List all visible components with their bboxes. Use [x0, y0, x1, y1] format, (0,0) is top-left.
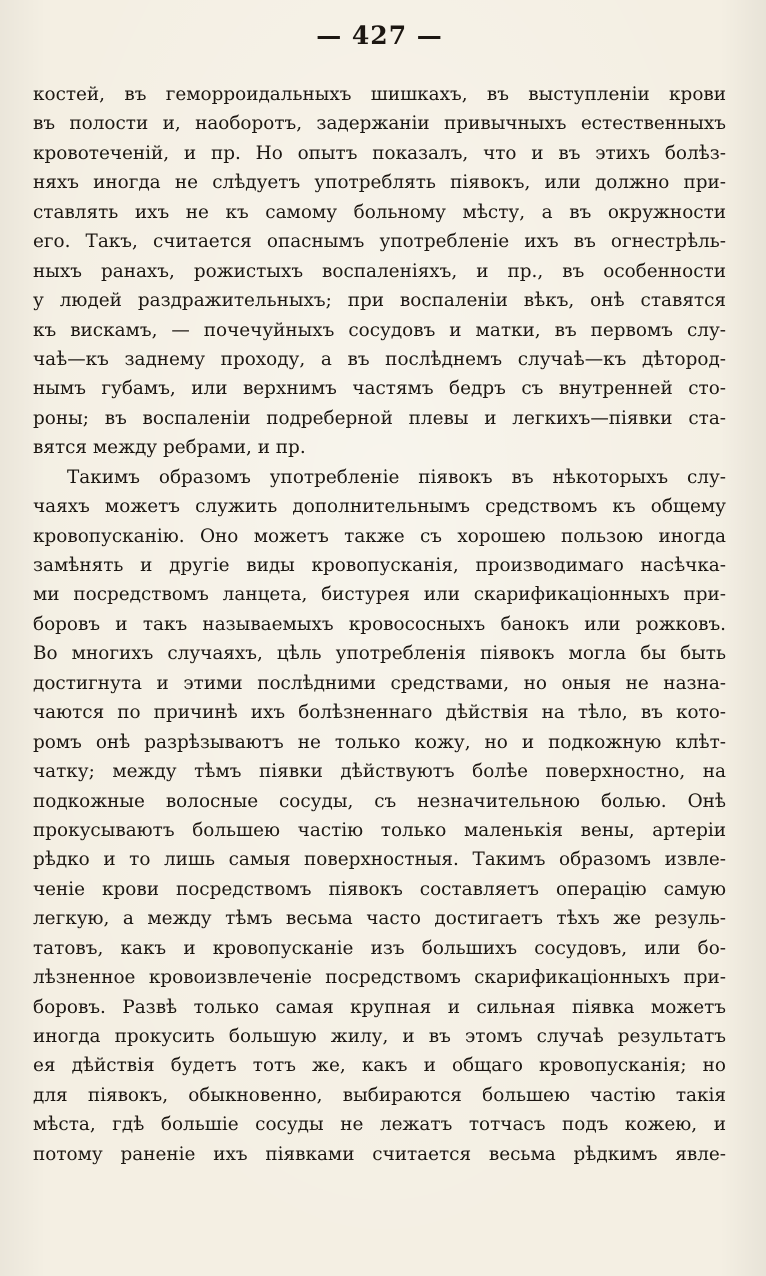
page-number: — 427 —	[316, 21, 443, 50]
text-line: для піявокъ, обыкновенно, выбираются большею частію такія	[33, 1084, 726, 1106]
text-line: его. Такъ, считается опаснымъ употребленіе ихъ въ огнестрѣль-	[33, 231, 726, 253]
text-line: кровотеченій, и пр. Но опытъ показалъ, что и въ этихъ болѣз-	[33, 142, 726, 164]
text-line: подкожные волосные сосуды, съ незначительною болью. Онѣ	[33, 790, 726, 812]
text-line: чаются по причинѣ ихъ болѣзненнаго дѣйствія на тѣло, въ кото-	[33, 702, 726, 724]
text-line: у людей раздражительныхъ; при воспаленіи вѣкъ, онѣ ставятся	[33, 290, 726, 312]
text-line: боровъ и такъ называемыхъ кровососныхъ банокъ или рожковъ.	[33, 613, 726, 635]
text-line: замѣнять и другіе виды кровопусканія, производимаго насѣчка-	[33, 555, 726, 576]
text-line: няхъ иногда не слѣдуетъ употреблять піявокъ, или должно при-	[33, 172, 726, 194]
text-line: боровъ. Развѣ только самая крупная и сильная піявка можетъ	[33, 996, 726, 1018]
text-line: потому раненіе ихъ піявками считается весьма рѣдкимъ явле-	[33, 1143, 726, 1165]
paragraph-start-line: Такимъ образомъ употребленіе піявокъ въ нѣкоторыхъ слу-	[67, 466, 726, 488]
text-line: иногда прокусить большую жилу, и въ этомъ случаѣ результатъ	[33, 1026, 726, 1047]
text-line: легкую, а между тѣмъ весьма часто достигаетъ тѣхъ же резуль-	[33, 908, 726, 930]
text-line: ставлять ихъ не къ самому больному мѣсту, а въ окружности	[33, 201, 726, 223]
text-line: чаяхъ можетъ служить дополнительнымъ средствомъ къ общему	[33, 496, 726, 518]
text-line: ея дѣйствія будетъ тотъ же, какъ и общаго кровопусканія; но	[33, 1055, 726, 1077]
text-line: ченіе крови посредствомъ піявокъ составляетъ операцію самую	[33, 878, 726, 900]
text-line: Во многихъ случаяхъ, цѣль употребленія піявокъ могла бы быть	[33, 643, 726, 665]
text-line: костей, въ геморроидальныхъ шишкахъ, въ выступленіи крови	[33, 84, 726, 105]
text-line: ромъ онѣ разрѣзываютъ не только кожу, но и подкожную клѣт-	[33, 731, 726, 753]
text-line: чаѣ—къ заднему проходу, а въ послѣднемъ случаѣ—къ дѣтород-	[33, 348, 726, 370]
text-line: прокусываютъ большею частію только маленькія вены, артеріи	[33, 819, 726, 841]
text-line: къ вискамъ, — почечуйныхъ сосудовъ и матки, въ первомъ слу-	[33, 319, 726, 341]
text-line: кровопусканію. Оно можетъ также съ хорошею пользою иногда	[33, 525, 726, 547]
text-line: въ полости и, наоборотъ, задержаніи привычныхъ естественныхъ	[33, 113, 726, 135]
text-line: рѣдко и то лишь самыя поверхностныя. Такимъ образомъ извле-	[33, 849, 726, 871]
text-line: роны; въ воспаленіи подреберной плевы и легкихъ—піявки ста-	[33, 407, 726, 429]
text-line: чатку; между тѣмъ піявки дѣйствуютъ болѣе поверхностно, на	[33, 761, 726, 783]
text-line: лѣзненное кровоизвлеченіе посредствомъ скарификаціонныхъ при-	[33, 967, 726, 989]
text-line: татовъ, какъ и кровопусканіе изъ большихъ сосудовъ, или бо-	[33, 937, 726, 959]
body-text	[33, 80, 726, 1169]
paragraph-end-line: вятся между ребрами, и пр.	[33, 437, 306, 459]
text-line: достигнута и этими послѣдними средствами, но оныя не назна-	[33, 672, 726, 694]
text-line: нымъ губамъ, или верхнимъ частямъ бедръ съ внутренней сто-	[33, 378, 726, 400]
text-line: мѣста, гдѣ большіе сосуды не лежатъ тотчасъ подъ кожею, и	[33, 1114, 726, 1136]
text-line: ныхъ ранахъ, рожистыхъ воспаленіяхъ, и пр., въ особенности	[33, 260, 726, 282]
text-line: ми посредствомъ ланцета, бистурея или скарификаціонныхъ при-	[33, 584, 726, 606]
